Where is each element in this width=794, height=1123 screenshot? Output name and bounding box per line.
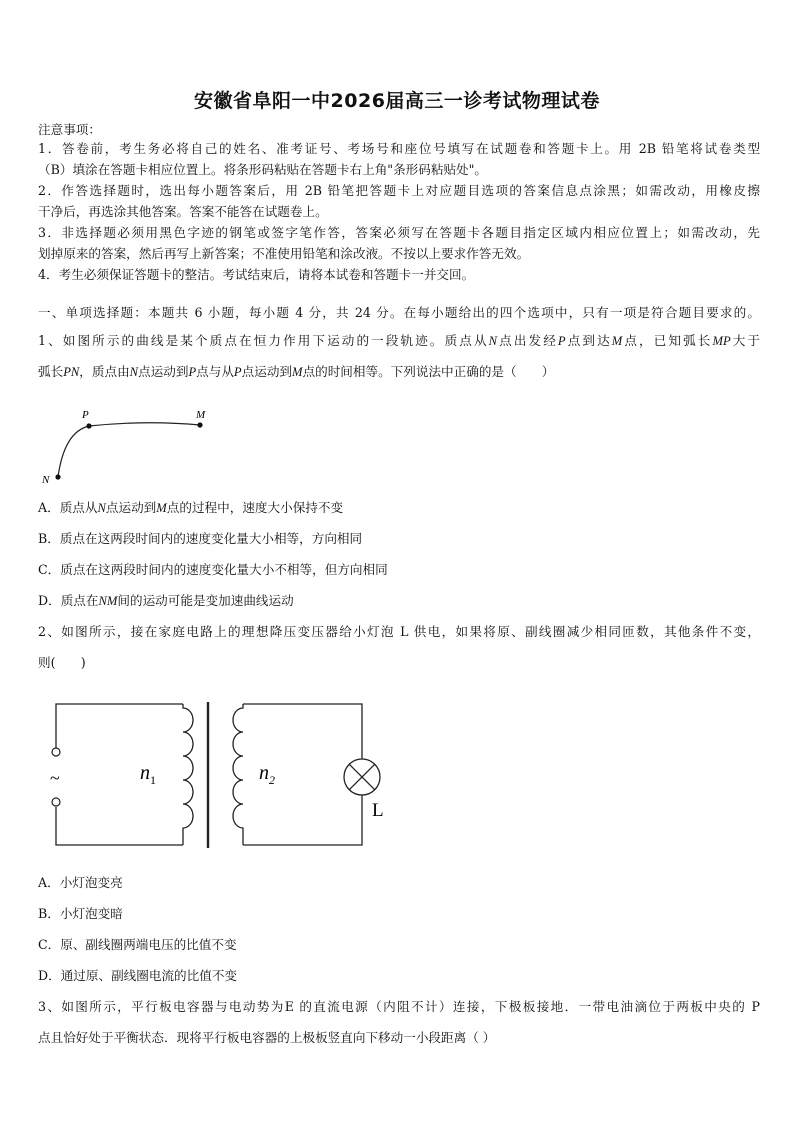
q1-option-c: C．质点在这两段时间内的速度变化量大小不相等，但方向相同 — [38, 562, 388, 577]
point-n — [55, 474, 60, 479]
q1-trajectory-figure — [38, 400, 238, 490]
ac-source-symbol: ~ — [50, 768, 60, 788]
notice-item-3-line-1: 3．非选择题必须用黑色字迹的钢笔或签字笔作答，答案必须写在答题卡各题目指定区域内相应位置上；如需改动，先 — [38, 225, 760, 240]
label-n2: $n_2$ — [259, 762, 275, 787]
q2-option-b: B．小灯泡变暗 — [38, 906, 123, 921]
q2-option-d: D．通过原、副线圈电流的比值不变 — [38, 968, 238, 983]
terminal-top — [52, 748, 60, 756]
q1-stem-line-1: 1、如图所示的曲线是某个质点在恒力作用下运动的一段轨迹。质点从N点出发经P点到达M点，已知弧长MP大于 — [38, 333, 761, 348]
notice-item-4-line-1: 4．考生必须保证答题卡的整洁。考试结束后，请将本试卷和答题卡一并交回。 — [38, 267, 475, 282]
primary-coil — [183, 704, 193, 845]
notice-item-2-line-1: 2．作答选择题时，选出每小题答案后，用 2B 铅笔把答题卡上对应题目选项的答案信息点涂黑；如需改动，用橡皮擦 — [38, 183, 760, 198]
q2-stem-line-2: 则( ) — [38, 655, 86, 670]
trajectory-curve — [58, 423, 200, 477]
primary-bottom-wire — [56, 807, 183, 845]
secondary-top-wire — [243, 704, 362, 759]
section-heading: 一、单项选择题：本题共 6 小题，每小题 4 分，共 24 分。在每小题给出的四个选项中，只有一项是符合题目要求的。 — [38, 305, 760, 320]
label-m: M — [196, 409, 206, 421]
q1-option-a: A．质点从N点运动到M点的过程中，速度大小保持不变 — [38, 500, 344, 515]
label-p: P — [82, 409, 89, 421]
exam-title: 安徽省阜阳一中2026届高三一诊考试物理试卷 — [194, 90, 600, 112]
notice-item-3-line-2: 划掉原来的答案，然后再写上新答案；不准使用铅笔和涂改液。不按以上要求作答无效。 — [38, 246, 530, 261]
point-p — [86, 423, 91, 428]
q3-stem-line-1: 3、如图所示，平行板电容器与电动势为E 的直流电源（内阻不计）连接，下极板接地．一带电油滴位于两板中央的 P — [38, 999, 760, 1014]
secondary-coil — [233, 704, 243, 845]
q1-stem-line-2: 弧长PN，质点由N点运动到P点与从P点运动到M点的时间相等。下列说法中正确的是（ ） — [38, 364, 555, 379]
q2-option-c: C．原、副线圈两端电压的比值不变 — [38, 937, 237, 952]
q1-option-b: B．质点在这两段时间内的速度变化量大小相等，方向相同 — [38, 531, 363, 546]
label-lamp: L — [372, 800, 384, 821]
q2-option-a: A．小灯泡变亮 — [38, 875, 123, 890]
primary-top-wire — [56, 704, 183, 748]
terminal-bottom — [52, 798, 60, 806]
notice-item-2-line-2: 干净后，再选涂其他答案。答案不能答在试题卷上。 — [38, 204, 328, 219]
point-m — [197, 422, 202, 427]
q1-option-d: D．质点在NM间的运动可能是变加速曲线运动 — [38, 593, 294, 608]
q3-stem-line-2: 点且恰好处于平衡状态．现将平行板电容器的上极板竖直向下移动一小段距离（ ） — [38, 1030, 496, 1045]
notice-heading: 注意事项： — [38, 122, 101, 137]
notice-item-1-line-1: 1．答卷前，考生务必将自己的姓名、准考证号、考场号和座位号填写在试题卷和答题卡上。用 2B 铅笔将试卷类型 — [38, 141, 760, 156]
label-n: N — [42, 474, 50, 486]
q2-transformer-figure — [38, 692, 408, 857]
secondary-bottom-wire — [243, 795, 362, 845]
q2-stem-line-1: 2、如图所示，接在家庭电路上的理想降压变压器给小灯泡 L 供电，如果将原、副线圈减少相同匝数，其他条件不变， — [38, 624, 760, 639]
notice-item-1-line-2: （B）填涂在答题卡相应位置上。将条形码粘贴在答题卡右上角"条形码粘贴处"。 — [38, 162, 488, 177]
label-n1: $n_1$ — [140, 762, 156, 787]
